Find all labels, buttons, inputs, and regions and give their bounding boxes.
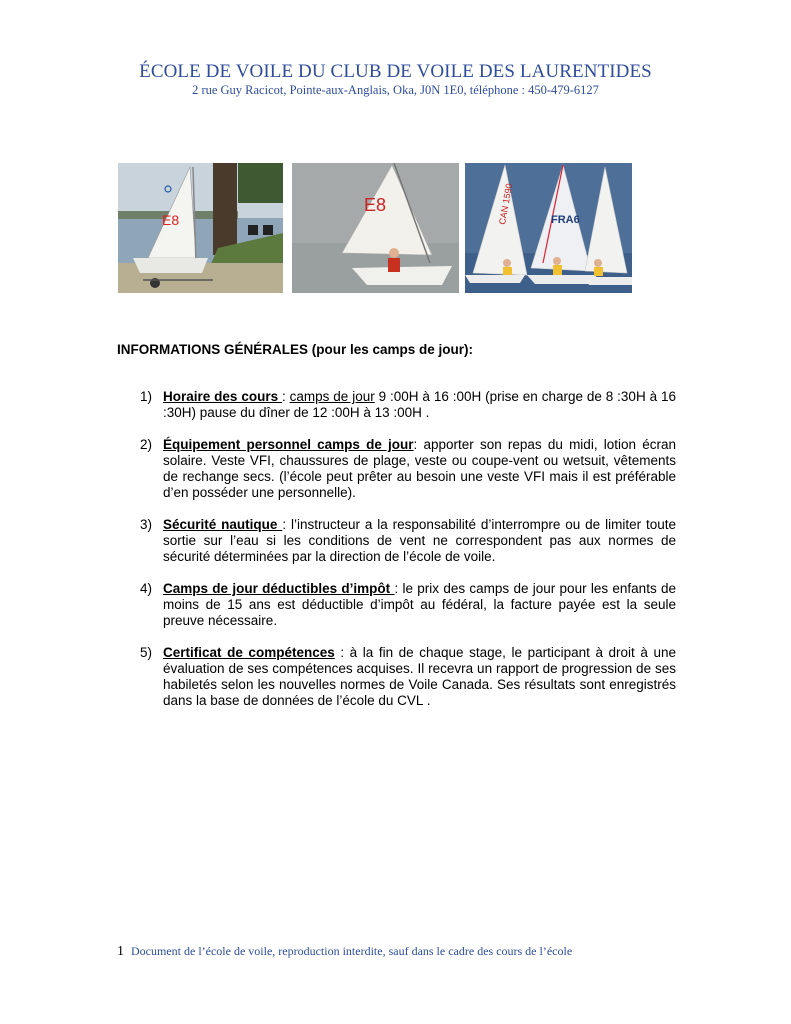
- item-label: Certificat de compétences: [163, 645, 335, 660]
- item-label: Sécurité nautique: [163, 517, 283, 532]
- item-text: : le prix des camps de jour pour les enfants de moins de 15 ans est déductible d’impôt au fédéral, la facture payée est la seule preuve nécessaire.: [163, 581, 676, 628]
- item-number: 5): [140, 645, 153, 660]
- sail-number: FRA6: [551, 214, 580, 226]
- info-list: [140, 389, 676, 725]
- photo-dinghy-on-shore: [118, 163, 283, 293]
- item-number: 4): [140, 581, 153, 596]
- item-text: : à la fin de chaque stage, le participant à droit à une évaluation de ses compétences acquises. Il recevra un rapport de progression de ses habiletés selon les nouvelles normes de Voile Canada. Ses résultats sont enregistrés dans la base de données de l’école du CVL .: [163, 645, 677, 708]
- list-item: [140, 517, 676, 565]
- photo-dinghy-sailing: [292, 163, 459, 293]
- footer-text: Document de l’école de voile, reproduction interdite, sauf dans le cadre des cours de l’école: [131, 944, 573, 958]
- item-text: : apporter son repas du midi, lotion écran solaire. Veste VFI, chaussures de plage, veste ou coupe-vent ou wetsuit, vêtements de rechange secs. (l’école peut prêter au besoin une veste VFI mais il est préférable d’en posséder une personnelle).: [163, 437, 676, 500]
- item-number: 3): [140, 517, 153, 532]
- photo-racing-dinghies: [465, 163, 632, 293]
- list-item: [140, 645, 676, 709]
- item-underlined-text: camps de jour: [289, 389, 375, 404]
- item-text: 9 :00H à 16 :00H (prise en charge de 8 :30H à 16 :30H) pause du dîner de 12 :00H à 13 :00H .: [163, 389, 676, 420]
- list-item: [140, 581, 676, 629]
- item-separator: :: [281, 389, 290, 404]
- item-number: 1): [140, 389, 153, 404]
- list-item: [140, 437, 676, 501]
- school-title: ÉCOLE DE VOILE DU CLUB DE VOILE DES LAURENTIDES: [139, 61, 652, 82]
- list-item: [140, 389, 676, 421]
- item-label: Camps de jour déductibles d’impôt: [163, 581, 395, 596]
- sail-number: CAN 1590: [497, 182, 515, 226]
- page-number: 1: [117, 944, 124, 959]
- item-text: : l’instructeur a la responsabilité d’interrompre ou de limiter toute sortie sur l’eau si les conditions de vent ne correspondent pas aux normes de sécurité déterminées par la direction de l’école de voile.: [163, 517, 676, 564]
- sail-number: E8: [162, 212, 180, 228]
- item-number: 2): [140, 437, 153, 452]
- item-label: Équipement personnel camps de jour: [163, 437, 414, 452]
- page-footer: [117, 944, 572, 960]
- item-label: Horaire des cours: [163, 389, 282, 404]
- school-address: 2 rue Guy Racicot, Pointe-aux-Anglais, Oka, J0N 1E0, téléphone : 450-479-6127: [192, 83, 599, 97]
- general-info-heading: INFORMATIONS GÉNÉRALES (pour les camps de jour):: [117, 342, 474, 357]
- sail-number: E8: [364, 195, 387, 215]
